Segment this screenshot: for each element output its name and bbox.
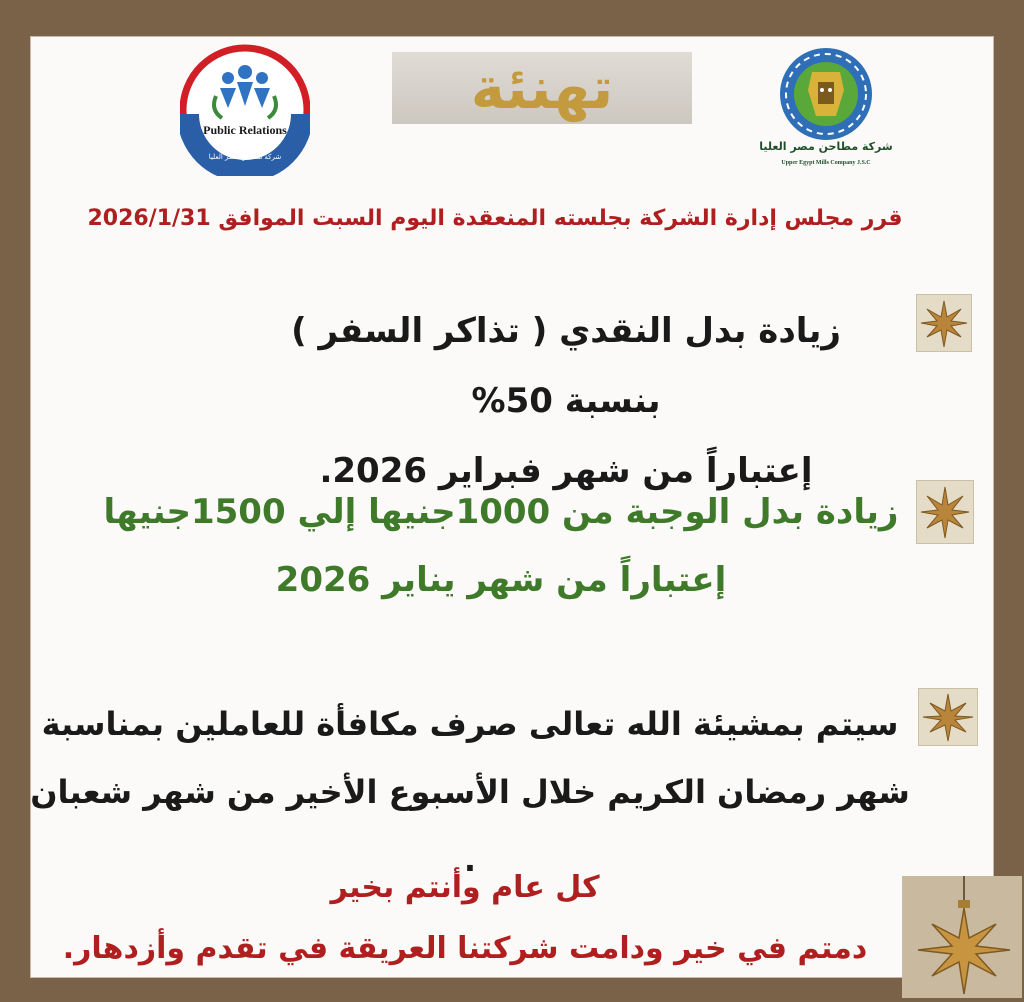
bullet-star-2 [916,480,974,544]
congratulations-banner: تهنئة [392,52,692,124]
company-logo-arabic: شركة مطاحن مصر العليا [759,140,893,153]
star-icon [917,295,971,351]
decision-item-1-line-2: إعتباراً من شهر فبراير 2026. [319,451,813,491]
decision-item-3-line-2: شهر رمضان الكريم خلال الأسبوع الأخير من شهر شعبان . [30,773,910,879]
decision-item-1-line-1: زيادة بدل النقدي ( تذاكر السفر ) بنسبة 50% [291,311,841,421]
star-icon [917,481,973,543]
pr-logo-english: Public Relations [203,123,287,137]
board-decision-heading: قرر مجلس إدارة الشركة بجلسته المنعقدة اليوم السبت الموافق 2026/1/31 [87,206,903,231]
public-relations-logo [180,44,310,176]
ornament-star [902,876,1022,998]
decision-item-2-line-1: زيادة بدل الوجبة من 1000جنيها إلي 1500جنيها [103,492,899,532]
closing-line-2: دمتم في خير ودامت شركتنا العريقة في تقدم وأزدهار. [62,931,868,966]
pr-logo-arabic: العلاقات العامة [212,140,278,150]
company-logo [752,42,900,172]
closing-greeting [30,860,900,982]
bullet-star-3 [918,688,978,746]
decision-item-1 [246,296,886,506]
star-icon [902,876,1022,998]
company-logo-english: Upper Egypt Mills Company J.S.C [781,160,871,166]
decision-item-3-line-1: سيتم بمشيئة الله تعالى صرف مكافأة للعاملين بمناسبة [41,705,899,743]
pr-logo-arc-text: شركة مطاحن مصر العليا [208,153,282,161]
decision-item-2-line-2: إعتباراً من شهر يناير 2026 [275,560,727,600]
bullet-star-1 [916,294,972,352]
star-icon [919,689,977,745]
closing-line-1: كل عام وأنتم بخير [330,870,600,905]
decision-item-2 [86,478,916,614]
